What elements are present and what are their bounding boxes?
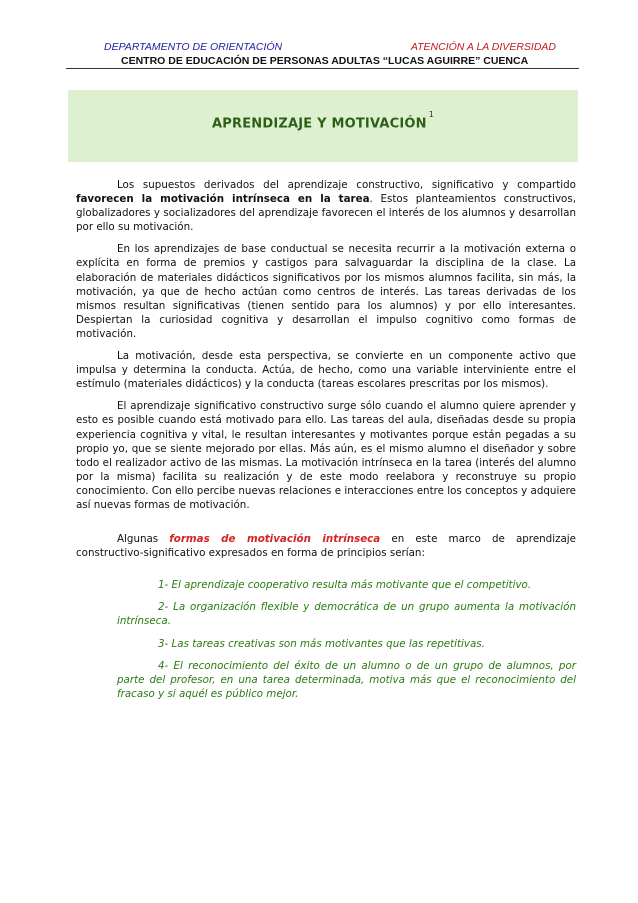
- paragraph-2: En los aprendizajes de base conductual se necesita recurrir a la motivación externa o explícita en forma de premios y castigos para salvaguardar la disciplina de la clase. La elaboración de materiales didácticos significativos por los mismos alumnos facilita, sin más, la motivación, ya que de hecho actúan como centros de interés. Las tareas derivadas de los mismos resultan significativas (tienen sentido para los alumnos) y por ello interesantes. Despiertan la curiosidad cognitiva y desarrollan el impulso cognitivo como formas de motivación.: [76, 243, 576, 340]
- principle-item: 3- Las tareas creativas son más motivantes que las repetitivas.: [158, 637, 485, 650]
- paragraph-5-start: Algunas: [117, 533, 170, 546]
- center-label: CENTRO DE EDUCACIÓN DE PERSONAS ADULTAS “LUCAS AGUIRRE” CUENCA: [121, 55, 529, 67]
- principle-item: 1- El aprendizaje cooperativo resulta más motivante que el competitivo.: [158, 579, 532, 592]
- document-body: [76, 178, 576, 709]
- paragraph-1-start: Los supuestos derivados del aprendizaje constructivo, significativo y compartido: [117, 179, 576, 191]
- title-footnote: 1: [428, 110, 434, 119]
- title-box: [68, 90, 578, 162]
- principle-item: 4- El reconocimiento del éxito de un alumno o de un grupo de alumnos, por parte del profesor, en una tarea determinada, motiva más que el reconocimiento del fracaso y si aquél es público mejor.: [117, 659, 576, 700]
- title-text: APRENDIZAJE Y MOTIVACIÓN: [212, 116, 427, 132]
- attention-label: ATENCIÓN A LA DIVERSIDAD: [410, 41, 556, 53]
- paragraph-3: La motivación, desde esta perspectiva, se convierte en un componente activo que impulsa y determina la conducta. Actúa, de hecho, como una variable interviniente entre el estímulo (materiales didácticos) y la conducta (tareas escolares prescritas por los mismos).: [76, 350, 576, 391]
- department-label: DEPARTAMENTO DE ORIENTACIÓN: [104, 41, 283, 53]
- paragraph-5: [76, 532, 576, 560]
- paragraph-1-end: . Estos planteamientos constructivos, globalizadores y socializadores del aprendizaje favorecen el interés de los alumnos y desarrollan por ello su motivación.: [76, 193, 576, 234]
- principles-list: [117, 578, 576, 701]
- paragraph-4: El aprendizaje significativo constructivo surge sólo cuando el alumno quiere aprender y esto es posible cuando está motivado para ello. Las tareas del aula, diseñadas desde su propia experiencia cognitiva y vital, le resultan interesantes y motivantes porque están pegadas a su propio yo, que se siente mejorado por ellas. Más aún, es el mismo alumno el diseñador y sobre todo el realizador activo de las mismas. La motivación intrínseca en la tarea (interés del alumno por la misma) facilita su realización y de este modo reelabora y reconstruye su propio conocimiento. Con ello percibe nuevas relaciones e interacciones entre los conceptos y adquiere así nuevas formas de motivación.: [76, 400, 576, 511]
- page-title: [68, 110, 578, 132]
- header-divider: [66, 68, 579, 69]
- paragraph-5-highlight: formas de motivación intrínseca: [169, 533, 381, 546]
- paragraph-5-end: en este marco de aprendizaje constructivo-significativo expresados en forma de principios serían:: [76, 533, 576, 560]
- paragraph-1: [76, 178, 576, 234]
- principle-item: 2- La organización flexible y democrática de un grupo aumenta la motivación intrínseca.: [117, 601, 576, 628]
- paragraph-1-bold: favorecen la motivación intrínseca en la tarea: [76, 193, 370, 206]
